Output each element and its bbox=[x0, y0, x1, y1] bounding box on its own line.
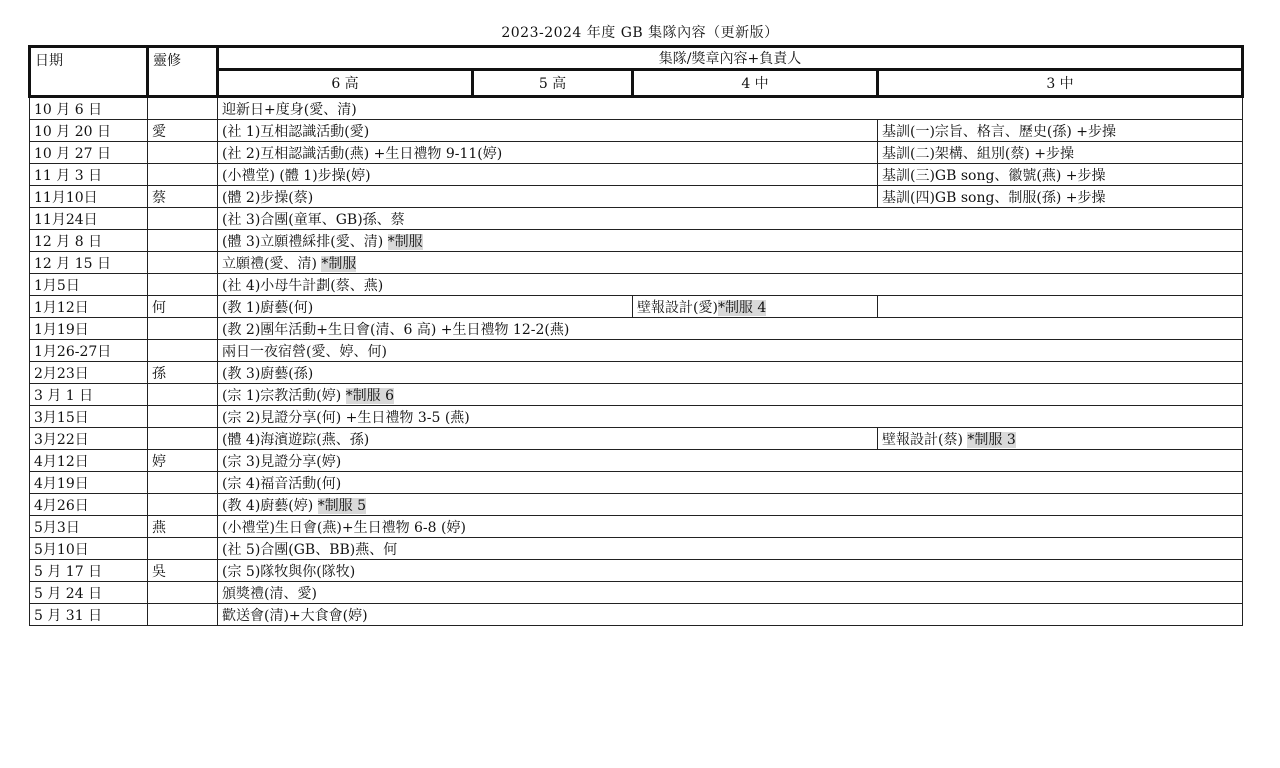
activity-text: (社 1)互相認識活動(愛) bbox=[222, 123, 370, 140]
row-devotion: 何 bbox=[148, 296, 218, 318]
row-devotion bbox=[148, 142, 218, 164]
row-devotion: 燕 bbox=[148, 516, 218, 538]
row-activity bbox=[218, 516, 1243, 538]
table-header bbox=[30, 47, 1243, 97]
activity-text: (小禮堂) (體 1)步操(婷) bbox=[222, 167, 371, 184]
row-activity bbox=[218, 560, 1243, 582]
table-row bbox=[30, 538, 1243, 560]
activity-text: 壁報設計(愛) bbox=[637, 299, 718, 316]
row-date: 5月10日 bbox=[30, 538, 148, 560]
row-devotion bbox=[148, 274, 218, 296]
row-date: 12 月 15 日 bbox=[30, 252, 148, 274]
row-devotion bbox=[148, 472, 218, 494]
row-activity bbox=[218, 208, 1243, 230]
row-activity bbox=[218, 538, 1243, 560]
row-date: 10 月 27 日 bbox=[30, 142, 148, 164]
table-row bbox=[30, 472, 1243, 494]
table-row bbox=[30, 340, 1243, 362]
table-row bbox=[30, 582, 1243, 604]
row-grade-3-activity bbox=[878, 186, 1243, 208]
page-title: 2023-2024 年度 GB 集隊內容（更新版） bbox=[501, 25, 779, 41]
activity-text: 基訓(四)GB song、制服(孫) +步操 bbox=[882, 189, 1106, 206]
activity-text: 基訓(二)架構、組別(蔡) +步操 bbox=[882, 145, 1075, 162]
row-activity bbox=[218, 450, 1243, 472]
row-devotion bbox=[148, 538, 218, 560]
row-devotion: 吳 bbox=[148, 560, 218, 582]
activity-text: (宗 5)隊牧與你(隊牧) bbox=[222, 563, 356, 580]
header-group-content: 集隊/獎章內容+負責人 bbox=[218, 47, 1243, 70]
activity-text: (體 2)步操(蔡) bbox=[222, 189, 314, 206]
activity-text: (宗 3)見證分享(婷) bbox=[222, 453, 342, 470]
row-devotion: 蔡 bbox=[148, 186, 218, 208]
activity-text: (宗 1)宗教活動(婷) bbox=[222, 387, 346, 404]
row-date: 2月23日 bbox=[30, 362, 148, 384]
row-activity bbox=[218, 186, 878, 208]
row-devotion bbox=[148, 164, 218, 186]
activity-text: 迎新日+度身(愛、清) bbox=[222, 101, 357, 118]
table-row bbox=[30, 252, 1243, 274]
row-date: 1月12日 bbox=[30, 296, 148, 318]
row-devotion: 孫 bbox=[148, 362, 218, 384]
activity-text: (教 3)廚藝(孫) bbox=[222, 365, 314, 382]
header-grade-6: 6 高 bbox=[218, 70, 473, 97]
uniform-note: *制服 4 bbox=[717, 299, 767, 316]
row-activity bbox=[218, 164, 878, 186]
row-activity bbox=[218, 296, 633, 318]
row-activity bbox=[218, 318, 1243, 340]
table-row bbox=[30, 494, 1243, 516]
row-devotion bbox=[148, 230, 218, 252]
row-activity bbox=[218, 97, 1243, 120]
row-date: 3月22日 bbox=[30, 428, 148, 450]
row-activity bbox=[218, 252, 1243, 274]
header-grade-3: 3 中 bbox=[878, 70, 1243, 97]
uniform-note: *制服 5 bbox=[317, 497, 367, 514]
row-activity bbox=[218, 384, 1243, 406]
row-date: 5 月 17 日 bbox=[30, 560, 148, 582]
table-row bbox=[30, 296, 1243, 318]
table-row bbox=[30, 604, 1243, 626]
row-devotion bbox=[148, 208, 218, 230]
row-date: 4月12日 bbox=[30, 450, 148, 472]
row-activity bbox=[218, 230, 1243, 252]
row-date: 1月26-27日 bbox=[30, 340, 148, 362]
schedule-table bbox=[28, 45, 1244, 626]
row-activity bbox=[218, 142, 878, 164]
row-grade-3-activity bbox=[878, 428, 1243, 450]
row-date: 1月19日 bbox=[30, 318, 148, 340]
row-date: 4月26日 bbox=[30, 494, 148, 516]
activity-text: 立願禮(愛、清) bbox=[222, 255, 322, 272]
activity-text: (社 3)合團(童軍、GB)孫、蔡 bbox=[222, 211, 405, 228]
row-devotion bbox=[148, 252, 218, 274]
row-date: 5 月 31 日 bbox=[30, 604, 148, 626]
row-activity bbox=[218, 428, 878, 450]
activity-text: 基訓(一)宗旨、格言、歷史(孫) +步操 bbox=[882, 123, 1117, 140]
row-grade-3-activity bbox=[878, 164, 1243, 186]
header-grade-4: 4 中 bbox=[633, 70, 878, 97]
header-devotion: 靈修 bbox=[148, 47, 218, 97]
row-devotion bbox=[148, 582, 218, 604]
table-row bbox=[30, 164, 1243, 186]
table-body bbox=[30, 97, 1243, 626]
activity-text: (社 2)互相認識活動(燕) +生日禮物 9-11(婷) bbox=[222, 145, 503, 162]
row-activity bbox=[218, 274, 1243, 296]
header-grade-5: 5 高 bbox=[473, 70, 633, 97]
row-date: 4月19日 bbox=[30, 472, 148, 494]
row-date: 11月10日 bbox=[30, 186, 148, 208]
row-devotion bbox=[148, 428, 218, 450]
table-row bbox=[30, 97, 1243, 120]
row-devotion bbox=[148, 494, 218, 516]
activity-text: (教 2)團年活動+生日會(清、6 高) +生日禮物 12-2(燕) bbox=[222, 321, 570, 338]
row-devotion bbox=[148, 318, 218, 340]
row-date: 1月5日 bbox=[30, 274, 148, 296]
row-devotion bbox=[148, 406, 218, 428]
table-row bbox=[30, 318, 1243, 340]
row-devotion: 婷 bbox=[148, 450, 218, 472]
row-date: 11月24日 bbox=[30, 208, 148, 230]
table-row bbox=[30, 516, 1243, 538]
row-devotion: 愛 bbox=[148, 120, 218, 142]
uniform-note: *制服 6 bbox=[345, 387, 395, 404]
table-row bbox=[30, 230, 1243, 252]
row-date: 10 月 20 日 bbox=[30, 120, 148, 142]
activity-text: (社 5)合團(GB、BB)燕、何 bbox=[222, 541, 398, 558]
row-date: 3 月 1 日 bbox=[30, 384, 148, 406]
row-date: 12 月 8 日 bbox=[30, 230, 148, 252]
row-activity bbox=[218, 472, 1243, 494]
row-devotion bbox=[148, 97, 218, 120]
row-grade-3-activity bbox=[878, 142, 1243, 164]
table-row bbox=[30, 274, 1243, 296]
uniform-note: *制服 3 bbox=[967, 431, 1016, 448]
uniform-note: *制服 bbox=[321, 255, 357, 272]
header-date: 日期 bbox=[30, 47, 148, 97]
row-grade-4-activity bbox=[633, 296, 878, 318]
row-activity bbox=[218, 362, 1243, 384]
activity-text: (社 4)小母牛計劃(蔡、燕) bbox=[222, 277, 384, 294]
table-row bbox=[30, 428, 1243, 450]
row-date: 5月3日 bbox=[30, 516, 148, 538]
activity-text: (體 3)立願禮綵排(愛、清) bbox=[222, 233, 388, 250]
row-devotion bbox=[148, 604, 218, 626]
row-activity bbox=[218, 340, 1243, 362]
activity-text: (教 4)廚藝(婷) bbox=[222, 497, 318, 514]
activity-text: 兩日一夜宿營(愛、婷、何) bbox=[222, 343, 387, 360]
activity-text: (小禮堂)生日會(燕)+生日禮物 6-8 (婷) bbox=[222, 519, 466, 536]
table-row bbox=[30, 406, 1243, 428]
row-activity bbox=[218, 494, 1243, 516]
activity-text: (宗 2)見證分享(何) +生日禮物 3-5 (燕) bbox=[222, 409, 470, 426]
table-row bbox=[30, 142, 1243, 164]
row-date: 5 月 24 日 bbox=[30, 582, 148, 604]
row-activity bbox=[218, 582, 1243, 604]
activity-text: (教 1)廚藝(何) bbox=[222, 299, 314, 316]
activity-text: 壁報設計(蔡) bbox=[882, 431, 968, 448]
activity-text: (體 4)海濱遊踪(燕、孫) bbox=[222, 431, 370, 448]
activity-text: 歡送會(清)+大食會(婷) bbox=[222, 607, 368, 624]
row-activity bbox=[218, 406, 1243, 428]
table-row bbox=[30, 362, 1243, 384]
row-date: 3月15日 bbox=[30, 406, 148, 428]
table-row bbox=[30, 384, 1243, 406]
activity-text: (宗 4)福音活動(何) bbox=[222, 475, 342, 492]
activity-text: 頒獎禮(清、愛) bbox=[222, 585, 317, 602]
row-date: 10 月 6 日 bbox=[30, 97, 148, 120]
table-row bbox=[30, 208, 1243, 230]
row-grade-3-activity bbox=[878, 296, 1243, 318]
row-activity bbox=[218, 120, 878, 142]
row-date: 11 月 3 日 bbox=[30, 164, 148, 186]
uniform-note: *制服 bbox=[387, 233, 423, 250]
row-activity bbox=[218, 604, 1243, 626]
row-devotion bbox=[148, 384, 218, 406]
table-row bbox=[30, 186, 1243, 208]
table-row bbox=[30, 560, 1243, 582]
row-devotion bbox=[148, 340, 218, 362]
activity-text: 基訓(三)GB song、徽號(燕) +步操 bbox=[882, 167, 1106, 184]
table-row bbox=[30, 120, 1243, 142]
table-row bbox=[30, 450, 1243, 472]
row-grade-3-activity bbox=[878, 120, 1243, 142]
